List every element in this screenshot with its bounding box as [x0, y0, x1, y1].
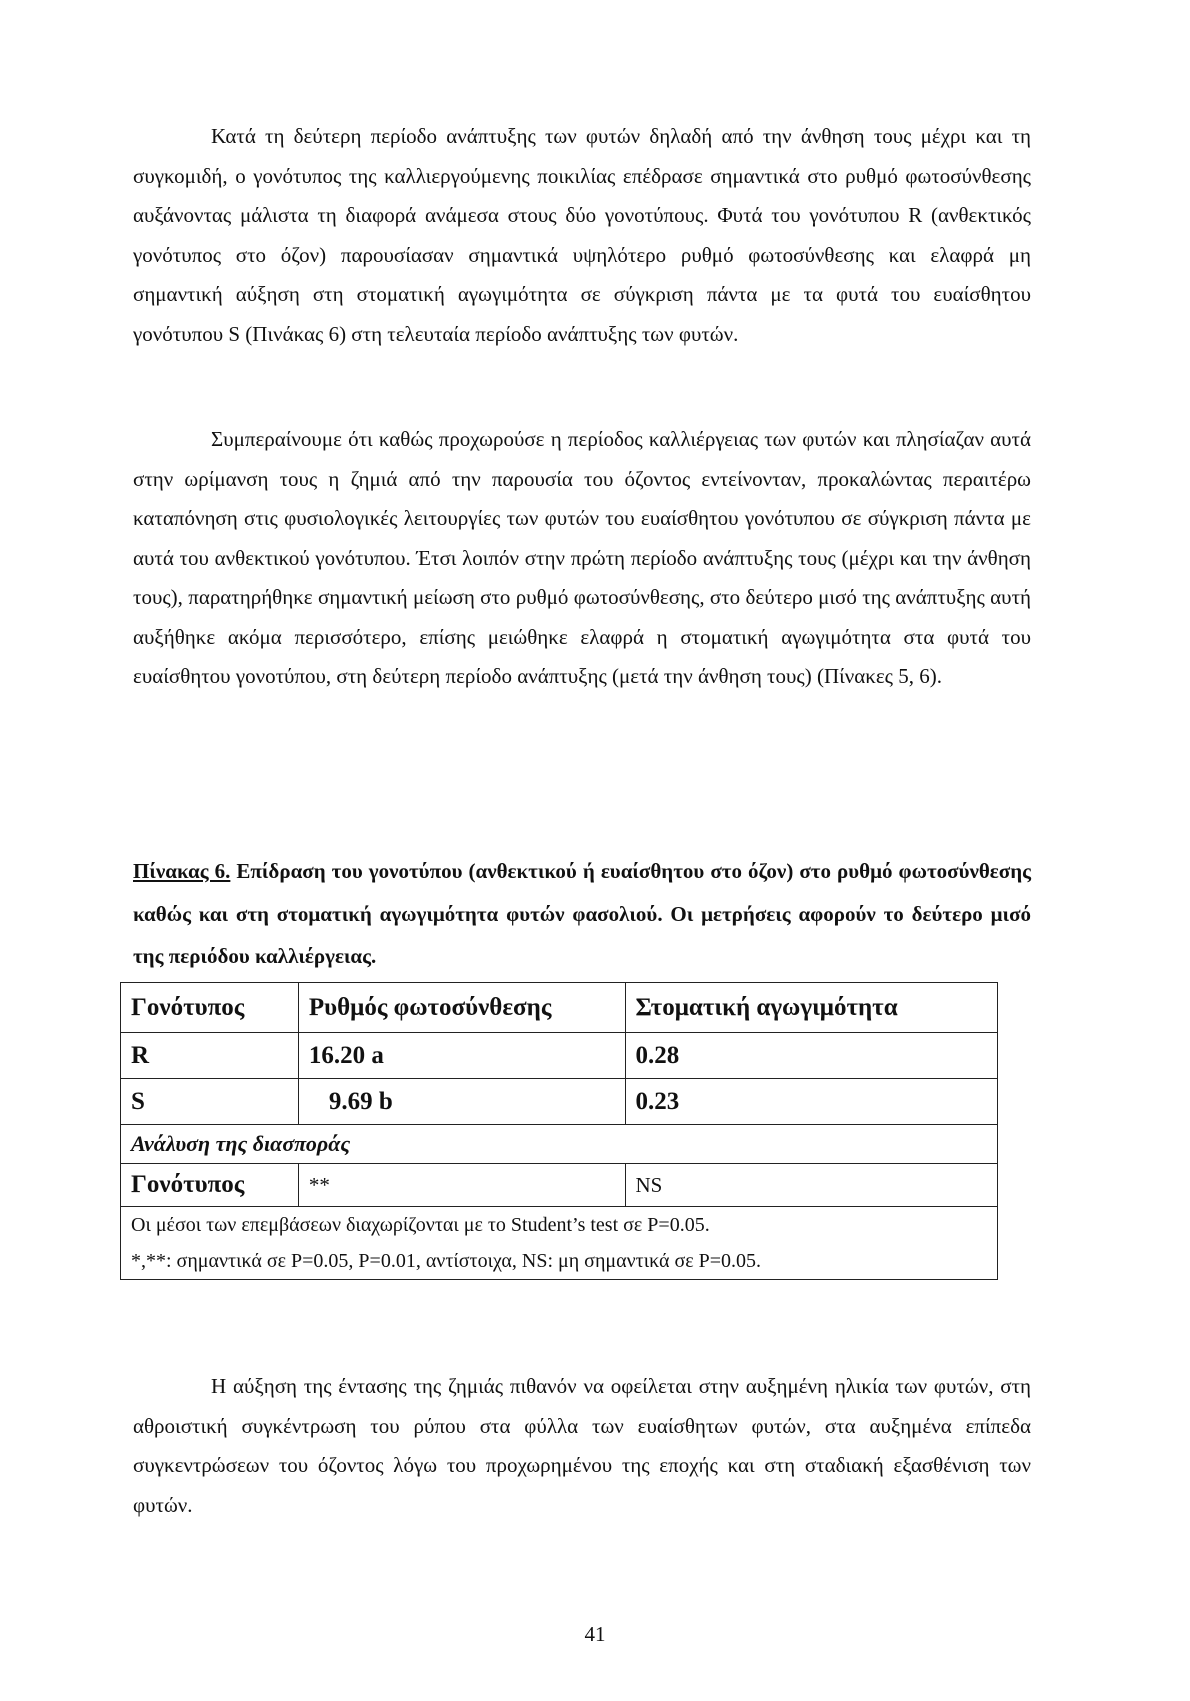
results-table [120, 982, 998, 1280]
anova-row [121, 1125, 998, 1164]
header-stomatal-conductance: Στοματική αγωγιμότητα [625, 983, 997, 1033]
body-paragraph-2: Συμπεραίνουμε ότι καθώς προχωρούσε η περίοδος καλλιέργειας των φυτών και πλησίαζαν αυτά στην ωρίμανση τους η ζημιά από την παρουσία του όζοντος εντείνονταν, προκαλώντας περαιτέρω καταπόνηση στις φυσιολογικές λειτουργίες των φυτών του ευαίσθητου γονότυπου σε σύγκριση πάντα με αυτά του ανθεκτικού γονότυπου. Έτσι λοιπόν στην πρώτη περίοδο ανάπτυξης τους (μέχρι και την άνθηση τους), παρατηρήθηκε σημαντική μείωση στο ρυθμό φωτοσύνθεσης, στο δεύτερο μισό της ανάπτυξης αυτή αυξήθηκε ακόμα περισσότερο, επίσης μειώθηκε ελαφρά η στοματική αγωγιμότητα στα φυτά του ευαίσθητου γονοτύπου, στη δεύτερη περίοδο ανάπτυξης (μετά την άνθηση τους) (Πίνακες 5, 6). [133, 427, 1031, 688]
table-row [121, 1079, 998, 1125]
table-caption-text: Επίδραση του γονοτύπου (ανθεκτικού ή ευαίσθητου στο όζον) στο ρυθμό φωτοσύνθεσης καθώς και στη στοματική αγωγιμότητα φυτών φασολιού. Οι μετρήσεις αφορούν το δεύτερο μισό της περιόδου καλλιέργειας. [133, 859, 1031, 968]
cell-genotype: R [121, 1033, 299, 1079]
page-number: 41 [584, 1622, 606, 1646]
cell-genotype: S [121, 1079, 299, 1125]
significance-label: Γονότυπος [121, 1164, 299, 1207]
body-paragraph-1: Κατά τη δεύτερη περίοδο ανάπτυξης των φυτών δηλαδή από την άνθηση τους μέχρι και τη συγκομιδή, ο γονότυπος της καλλιεργούμενης ποικιλίας επέδρασε σημαντικά στο ρυθμό φωτοσύνθεσης αυξάνοντας μάλιστα τη διαφορά ανάμεσα στους δύο γονοτύπους. Φυτά του γονότυπου R (ανθεκτικός γονότυπος στο όζον) παρουσίασαν σημαντικά υψηλότερο ρυθμό φωτοσύνθεσης και ελαφρά μη σημαντική αύξηση στη στοματική αγωγιμότητα σε σύγκριση πάντα με τα φυτά του ευαίσθητου γονότυπου S (Πινάκας 6) στη τελευταία περίοδο ανάπτυξης των φυτών. [133, 124, 1031, 346]
table-caption [133, 850, 1031, 978]
table-note-1: Οι μέσοι των επεμβάσεων διαχωρίζονται με το Student’s test σε P=0.05. [131, 1214, 710, 1236]
cell-photosynthesis: 16.20 a [298, 1033, 625, 1079]
anova-label: Ανάλυση της διασποράς [121, 1125, 998, 1164]
cell-conductance: 0.23 [625, 1079, 997, 1125]
header-genotype: Γονότυπος [121, 983, 299, 1033]
table-note-2: *,**: σημαντικά σε P=0.05, P=0.01, αντίστοιχα, NS: μη σημαντικά σε P=0.05. [131, 1250, 762, 1272]
cell-conductance: 0.28 [625, 1033, 997, 1079]
significance-photosynthesis: ** [298, 1164, 625, 1207]
table-notes [121, 1207, 998, 1280]
body-paragraph-3: Η αύξηση της έντασης της ζημιάς πιθανόν να οφείλεται στην αυξημένη ηλικία των φυτών, στη αθροιστική συγκέντρωση του ρύπου στα φύλλα των ευαίσθητων φυτών, στα αυξημένα επίπεδα συγκεντρώσεων του όζοντος λόγω του προχωρημένου της εποχής και στη σταδιακή εξασθένιση των φυτών. [133, 1374, 1031, 1517]
significance-conductance: NS [625, 1164, 997, 1207]
header-photosynthesis-rate: Ρυθμός φωτοσύνθεσης [298, 983, 625, 1033]
table-caption-label: Πίνακας 6. [133, 859, 231, 883]
table-header-row [121, 983, 998, 1033]
table-row [121, 1033, 998, 1079]
table-notes-row [121, 1207, 998, 1280]
significance-row [121, 1164, 998, 1207]
cell-photosynthesis: 9.69 b [298, 1079, 625, 1125]
